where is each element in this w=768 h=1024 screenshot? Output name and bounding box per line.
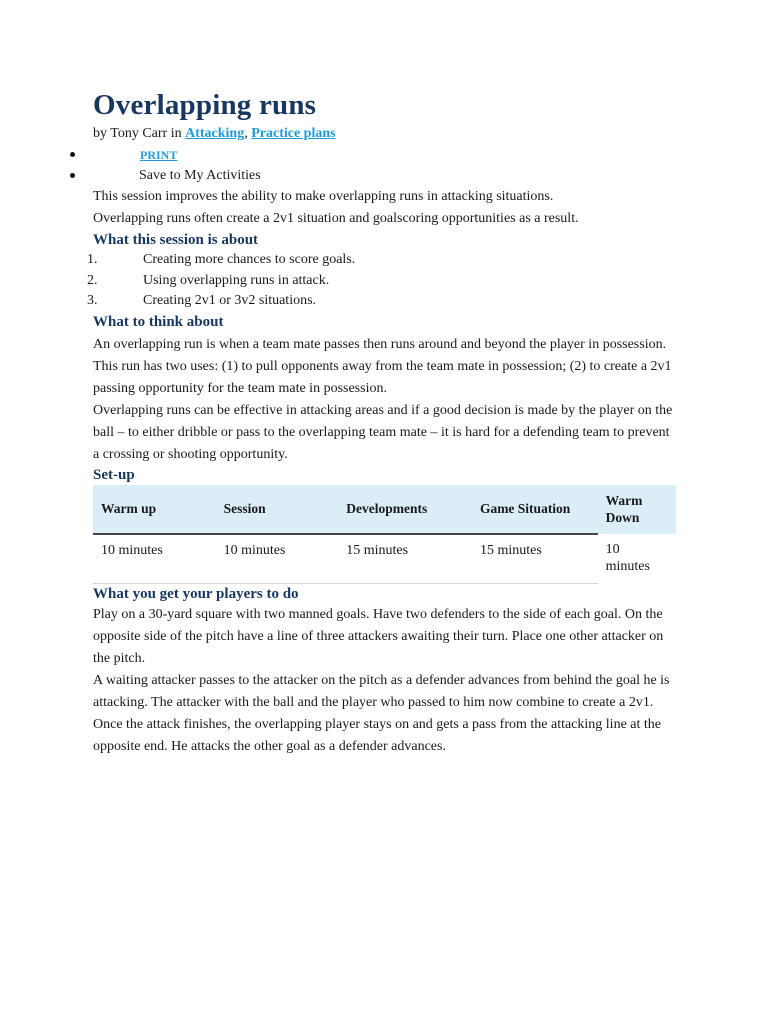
- setup-heading: Set-up: [93, 466, 135, 483]
- about-item-number: 3.: [87, 293, 98, 308]
- about-item-text: Creating more chances to score goals.: [143, 252, 356, 267]
- byline-separator: ,: [244, 126, 248, 141]
- setup-header-row: [93, 485, 676, 534]
- think-paragraph: Overlapping runs can be effective in attacking areas and if a good decision is made by the player on the ball – to either dribble or pass to the overlapping team mate – it is hard for a defending team to prevent a crossing or shooting opportunity.: [93, 402, 673, 462]
- about-item-text: Using overlapping runs in attack.: [143, 272, 330, 288]
- about-item: [87, 250, 678, 271]
- players-paragraph: Once the attack finishes, the overlapping player stays on and gets a pass from the attacking line at the opposite end. He attacks the other goal as a defender advances.: [93, 716, 661, 754]
- page-title: Overlapping runs: [93, 89, 317, 121]
- header-warm-up: Warm up: [93, 485, 216, 534]
- intro-line-2: Overlapping runs often create a 2v1 situation and goalscoring opportunities as a result.: [93, 211, 579, 226]
- byline-prefix: by Tony Carr in: [93, 126, 186, 141]
- about-item: [87, 291, 678, 312]
- article: [87, 86, 678, 758]
- cell-session: 10 minutes: [216, 534, 339, 584]
- action-list: [70, 145, 678, 186]
- players-heading: What you get your players to do: [93, 585, 299, 602]
- action-item-save[interactable]: [70, 166, 678, 186]
- category-link-attacking[interactable]: Attacking: [185, 126, 245, 141]
- header-session: Session: [216, 485, 339, 534]
- about-heading: What this session is about: [93, 232, 259, 248]
- think-paragraph: An overlapping run is when a team mate passes then runs around and beyond the player in possession. This run has two uses: (1) to pull opponents away from the team mate in possession; (2) to create a 2v1 passing opportunity for the team mate in possession.: [93, 336, 672, 396]
- setup-table: [93, 485, 676, 584]
- cell-warm-up: 10 minutes: [93, 534, 216, 584]
- save-to-activities[interactable]: Save to My Activities: [139, 168, 261, 183]
- cell-warm-down: 10 minutes: [605, 541, 650, 574]
- header-warm-down: Warm Down: [598, 485, 676, 534]
- players-paragraph: Play on a 30-yard square with two manned goals. Have two defenders to the side of each goal. On the opposite side of the pitch have a line of three attackers awaiting their turn. Place one other attacker on the pitch.: [93, 606, 664, 666]
- about-list: [87, 250, 678, 312]
- header-developments: Developments: [338, 485, 472, 534]
- byline: [93, 124, 678, 143]
- cell-game-situation: 15 minutes: [472, 534, 598, 584]
- players-paragraph: A waiting attacker passes to the attacker on the pitch as a defender advances from behind the goal he is attacking. The attacker with the ball and the player who passed to him now combine to create a 2v1.: [93, 672, 670, 710]
- action-item-print: [70, 145, 678, 166]
- intro-line-1: This session improves the ability to make overlapping runs in attacking situations.: [93, 189, 554, 204]
- about-item-number: 2.: [87, 272, 98, 288]
- table-row: [93, 534, 676, 584]
- think-heading: What to think about: [93, 313, 224, 330]
- category-link-practice-plans[interactable]: Practice plans: [251, 126, 336, 141]
- header-game-situation: Game Situation: [472, 485, 598, 534]
- about-item-number: 1.: [87, 252, 98, 267]
- cell-developments: 15 minutes: [338, 534, 472, 584]
- about-item: [87, 271, 678, 292]
- print-link[interactable]: PRINT: [140, 148, 178, 162]
- about-item-text: Creating 2v1 or 3v2 situations.: [143, 293, 317, 308]
